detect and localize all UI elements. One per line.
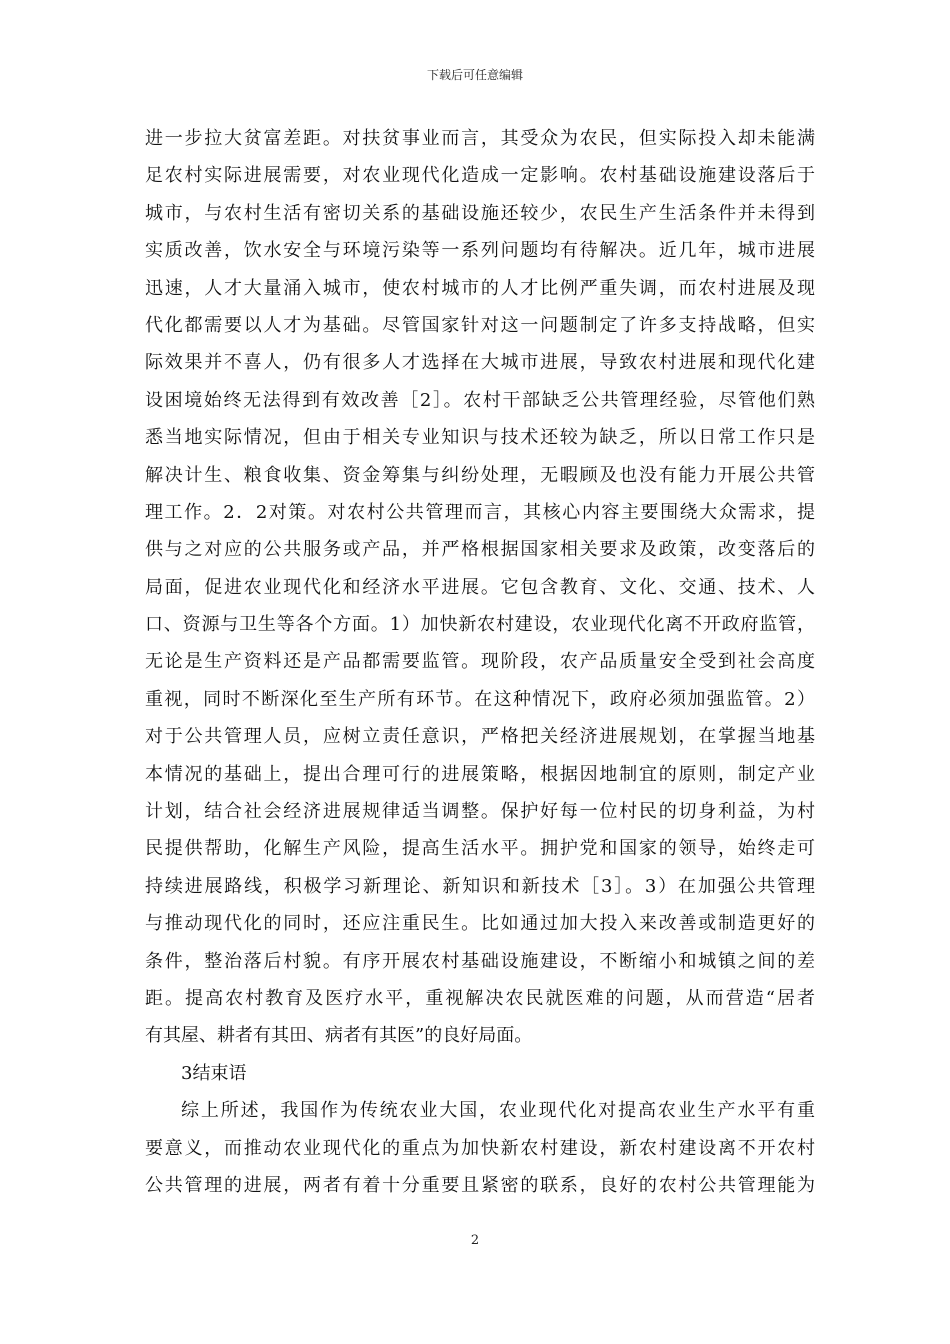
body-line: 代化都需要以人才为基础。尽管国家针对这一问题制定了许多支持战略，但实 — [145, 314, 815, 336]
body-line: 城市，与农村生活有密切关系的基础设施还较少，农民生产生活条件并未得到 — [145, 202, 815, 224]
body-line: 解决计生、粮食收集、资金筹集与纠纷处理，无暇顾及也没有能力开展公共管 — [145, 464, 815, 486]
body-line: 重视，同时不断深化至生产所有环节。在这种情况下，政府必须加强监管。2） — [145, 688, 815, 710]
body-line: 要意义，而推动农业现代化的重点为加快新农村建设，新农村建设离不开农村 — [145, 1137, 815, 1159]
body-line: 条件，整治落后村貌。有序开展农村基础设施建设，不断缩小和城镇之间的差 — [145, 950, 815, 972]
body-line: 无论是生产资料还是产品都需要监管。现阶段，农产品质量安全受到社会高度 — [145, 651, 815, 673]
body-line: 迅速，人才大量涌入城市，使农村城市的人才比例严重失调，而农村进展及现 — [145, 277, 815, 299]
body-line: 有其屋、耕者有其田、病者有其医”的良好局面。 — [145, 1025, 533, 1047]
body-line: 理工作。2．2对策。对农村公共管理而言，其核心内容主要围绕大众需求，提 — [145, 501, 815, 523]
body-line: 局面，促进农业现代化和经济水平进展。它包含教育、文化、交通、技术、人 — [145, 576, 815, 598]
body-line: 设困境始终无法得到有效改善［2］。农村干部缺乏公共管理经验，尽管他们熟 — [145, 389, 815, 411]
body-line: 民提供帮助，化解生产风险，提高生活水平。拥护党和国家的领导，始终走可 — [145, 838, 815, 860]
body-line: 际效果并不喜人，仍有很多人才选择在大城市进展，导致农村进展和现代化建 — [145, 352, 815, 374]
body-line: 与推动现代化的同时，还应注重民生。比如通过加大投入来改善或制造更好的 — [145, 913, 815, 935]
section-heading: 3结束语 — [181, 1062, 247, 1084]
page-number: 2 — [470, 1233, 480, 1248]
body-line: 计划，结合社会经济进展规律适当调整。保护好每一位村民的切身利益，为村 — [145, 801, 815, 823]
document-body — [145, 120, 815, 1204]
body-line: 对于公共管理人员，应树立责任意识，严格把关经济进展规划，在掌握当地基 — [145, 726, 815, 748]
body-line: 公共管理的进展，两者有着十分重要且紧密的联系，良好的农村公共管理能为 — [145, 1174, 815, 1196]
body-line: 综上所述，我国作为传统农业大国，农业现代化对提高农业生产水平有重 — [181, 1100, 815, 1122]
body-line: 口、资源与卫生等各个方面。1）加快新农村建设，农业现代化离不开政府监管， — [145, 614, 815, 636]
body-line: 悉当地实际情况，但由于相关专业知识与技术还较为缺乏，所以日常工作只是 — [145, 427, 815, 449]
page-header: 下载后可任意编辑 — [426, 68, 523, 82]
body-line: 足农村实际进展需要，对农业现代化造成一定影响。农村基础设施建设落后于 — [145, 165, 815, 187]
body-line: 进一步拉大贫富差距。对扶贫事业而言，其受众为农民，但实际投入却未能满 — [145, 128, 815, 149]
body-line: 供与之对应的公共服务或产品，并严格根据国家相关要求及政策，改变落后的 — [145, 539, 815, 561]
body-line: 本情况的基础上，提出合理可行的进展策略，根据因地制宜的原则，制定产业 — [145, 763, 815, 785]
body-line: 距。提高农村教育及医疗水平，重视解决农民就医难的问题，从而营造“居者 — [145, 987, 815, 1009]
body-line: 持续进展路线，积极学习新理论、新知识和新技术［3］。3）在加强公共管理 — [145, 875, 815, 897]
body-line: 实质改善，饮水安全与环境污染等一系列问题均有待解决。近几年，城市进展 — [145, 240, 815, 262]
